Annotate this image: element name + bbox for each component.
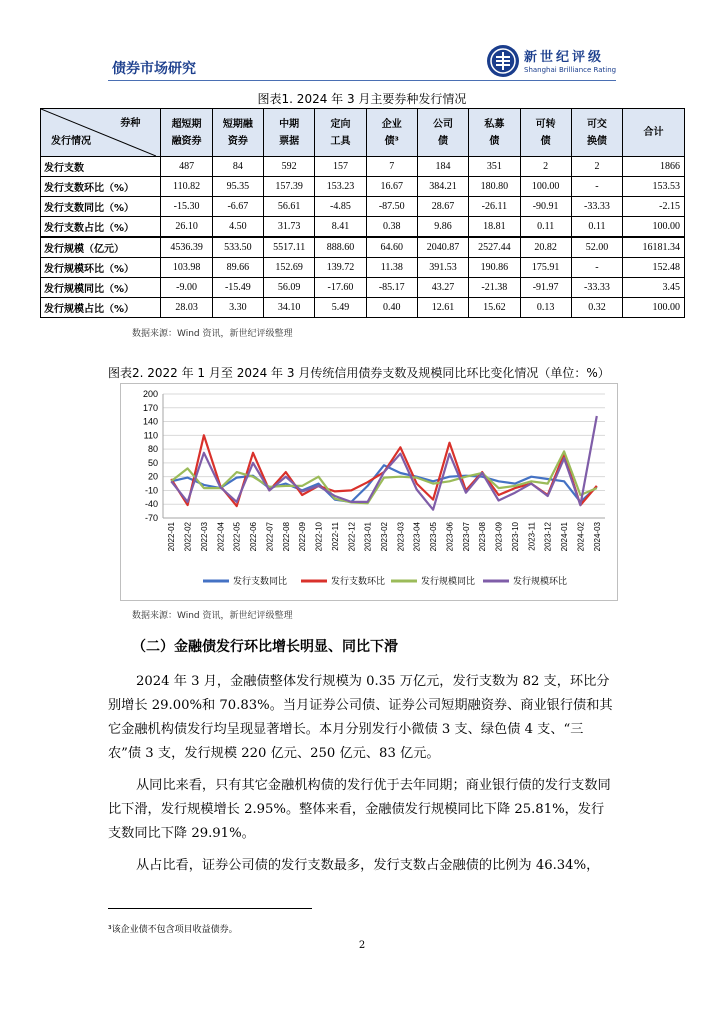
table-row	[41, 298, 685, 318]
paragraph-2-text: 从同比来看，只有其它金融机构债的发行优于去年同期；商业银行债的发行支数同比下滑，发行规模增长 2.95%。整体来看，金融债发行规模同比下降 25.81%，发行支数同比下降 29.91%。	[108, 778, 611, 841]
table-cell: 43.27	[417, 278, 468, 298]
table-cell: 95.35	[212, 177, 263, 197]
table-cell: -6.67	[212, 197, 263, 217]
column-header-line: 定向	[330, 118, 351, 130]
x-tick-label: 2023-06	[445, 522, 455, 552]
x-tick-label: 2022-01	[167, 522, 177, 552]
column-header-6	[469, 109, 520, 157]
table-corner-cell	[41, 109, 161, 157]
table-cell: -91.97	[520, 278, 571, 298]
column-header-7	[520, 109, 571, 157]
table-cell: -85.17	[366, 278, 417, 298]
y-tick-label: 170	[142, 402, 158, 413]
x-tick-label: 2022-10	[314, 522, 324, 552]
logo-english-name: Shanghai Brilliance Rating	[524, 66, 617, 74]
table-cell: -15.30	[161, 197, 212, 217]
column-header-line: 债³	[384, 135, 399, 147]
column-header-line: 票据	[279, 135, 300, 147]
column-header-line: 融资券	[171, 135, 202, 147]
legend-label: 发行规模同比	[421, 577, 476, 587]
column-header-line: 换债	[586, 135, 607, 147]
table-cell: -87.50	[366, 197, 417, 217]
x-tick-label: 2022-04	[216, 522, 226, 552]
row-label: 发行规模（亿元）	[41, 237, 161, 258]
chart-frame	[120, 383, 618, 601]
y-tick-label: 200	[142, 389, 158, 399]
row-label: 发行规模同比（%）	[41, 278, 161, 298]
table-cell: -33.33	[571, 197, 622, 217]
paragraph-1-text: 2024 年 3 月，金融债整体发行规模为 0.35 万亿元，发行支数为 82 支，环比分别增长 29.00%和 70.83%。当月证券公司债、证券公司短期融资券、商业银行债和其它金融机构债发行均呈现显著增长。本月分别发行小微债 3 支、绿色债 4 支、“三农”债 3 支，发行规模 220 亿元、250 亿元、83 亿元。	[108, 674, 613, 761]
table-cell: -	[571, 258, 622, 278]
line-chart	[121, 384, 617, 600]
table-cell: 2527.44	[469, 237, 520, 258]
paragraph-1	[108, 670, 616, 766]
logo-chinese-name: 新世纪评级	[524, 50, 605, 65]
table-cell: 175.91	[520, 258, 571, 278]
y-tick-label: -10	[144, 485, 158, 496]
x-tick-label: 2023-10	[510, 522, 520, 552]
x-tick-label: 2023-11	[527, 522, 537, 551]
table-cell: 2040.87	[417, 237, 468, 258]
table-source-note: 数据来源：Wind 资讯，新世纪评级整理	[132, 329, 293, 339]
table-cell: 5.49	[315, 298, 366, 318]
paragraph-3-text: 从占比看，证券公司债的发行支数最多，发行支数占金融债的比例为 46.34%，	[136, 858, 600, 873]
table-cell: 190.86	[469, 258, 520, 278]
table-cell: 31.73	[264, 217, 315, 238]
column-header-0	[161, 109, 212, 157]
table-cell: 18.81	[469, 217, 520, 238]
column-header-line: 债	[438, 135, 449, 147]
table-cell: 888.60	[315, 237, 366, 258]
table-cell: 157.39	[264, 177, 315, 197]
y-tick-label: 50	[147, 457, 158, 468]
table-cell: 184	[417, 157, 468, 177]
table-cell: 487	[161, 157, 212, 177]
brilliance-logo-icon	[486, 44, 520, 78]
table-cell: 533.50	[212, 237, 263, 258]
corner-label-bond-type: 券种	[120, 118, 141, 129]
x-tick-label: 2022-12	[347, 522, 357, 552]
page-number: 2	[358, 940, 366, 951]
row-label: 发行支数同比（%）	[41, 197, 161, 217]
table-cell: 100.00	[623, 298, 685, 318]
x-tick-label: 2024-02	[576, 522, 586, 552]
x-tick-label: 2022-08	[281, 522, 291, 552]
column-header-line: 债	[489, 135, 500, 147]
table-cell: 0.11	[520, 217, 571, 238]
table-cell: 89.66	[212, 258, 263, 278]
table-header-row	[41, 109, 685, 157]
table-cell: 153.23	[315, 177, 366, 197]
column-header-line: 私募	[484, 118, 505, 130]
table-cell: -21.38	[469, 278, 520, 298]
column-header-4	[366, 109, 417, 157]
table-cell: -	[571, 177, 622, 197]
x-tick-label: 2023-02	[380, 522, 389, 552]
y-tick-label: 110	[143, 430, 158, 441]
column-header-line: 资券	[227, 135, 248, 147]
column-header-line: 公司	[433, 118, 454, 130]
y-tick-label: 140	[142, 416, 158, 427]
y-tick-label: 20	[147, 471, 158, 482]
x-tick-label: 2023-07	[461, 522, 471, 552]
table-cell: 12.61	[417, 298, 468, 318]
x-tick-label: 2024-01	[560, 522, 570, 552]
table-cell: 0.40	[366, 298, 417, 318]
table-cell: -17.60	[315, 278, 366, 298]
table-cell: 351	[469, 157, 520, 177]
corner-label-issuance: 发行情况	[51, 136, 91, 147]
legend-label: 发行支数环比	[331, 577, 386, 587]
x-tick-label: 2022-06	[249, 522, 259, 552]
table-cell: 28.67	[417, 197, 468, 217]
table-row	[41, 258, 685, 278]
table-cell: 20.82	[520, 237, 571, 258]
legend-label: 发行支数同比	[233, 577, 288, 587]
table-cell: 180.80	[469, 177, 520, 197]
x-tick-label: 2023-12	[543, 522, 553, 552]
table-row	[41, 278, 685, 298]
column-header-5	[417, 109, 468, 157]
column-header-line: 合计	[643, 127, 664, 138]
x-tick-label: 2023-03	[396, 522, 406, 552]
document-title: 债券市场研究	[112, 61, 196, 77]
footnote-divider	[108, 908, 312, 909]
table-cell: 110.82	[161, 177, 212, 197]
row-label: 发行支数	[41, 157, 161, 177]
table-cell: 11.38	[366, 258, 417, 278]
x-tick-label: 2024-03	[592, 522, 602, 552]
column-header-line: 超短期	[171, 118, 202, 130]
column-header-1	[212, 109, 263, 157]
column-header-8	[571, 109, 622, 157]
table-row	[41, 197, 685, 217]
table-cell: 16.67	[366, 177, 417, 197]
paragraph-3	[108, 854, 616, 878]
chart-caption: 图表2. 2022 年 1 月至 2024 年 3 月传统信用债券支数及规模同比环比变化情况（单位：%）	[108, 366, 610, 380]
header-divider	[108, 80, 616, 81]
paragraph-2	[108, 774, 616, 846]
table-cell: 152.69	[264, 258, 315, 278]
table-cell: 9.86	[417, 217, 468, 238]
table-body	[41, 157, 685, 318]
table-cell: 592	[264, 157, 315, 177]
table-cell: 3.30	[212, 298, 263, 318]
column-header-2	[264, 109, 315, 157]
y-tick-label: -40	[144, 499, 158, 510]
column-header-line: 可交	[586, 118, 607, 130]
table-cell: 84	[212, 157, 263, 177]
table-cell: 56.09	[264, 278, 315, 298]
table-cell: -90.91	[520, 197, 571, 217]
table-cell: -26.11	[469, 197, 520, 217]
y-tick-label: -70	[144, 513, 158, 523]
table-cell: 0.11	[571, 217, 622, 238]
x-tick-label: 2022-02	[183, 522, 193, 552]
chart-source-note: 数据来源：Wind 资讯，新世纪评级整理	[132, 611, 293, 621]
table-cell: 5517.11	[264, 237, 315, 258]
table-cell: 16181.34	[623, 237, 685, 258]
column-header-3	[315, 109, 366, 157]
table-cell: 3.45	[623, 278, 685, 298]
bond-issuance-table	[40, 108, 685, 318]
x-tick-label: 2022-03	[199, 522, 209, 552]
table-row	[41, 217, 685, 238]
table-cell: -33.33	[571, 278, 622, 298]
table-cell: 15.62	[469, 298, 520, 318]
y-tick-label: 80	[147, 444, 158, 455]
x-tick-label: 2023-08	[478, 522, 488, 552]
table-row	[41, 157, 685, 177]
column-header-line: 债	[540, 135, 551, 147]
table-cell: 153.53	[623, 177, 685, 197]
x-tick-label: 2023-04	[412, 522, 422, 552]
table-cell: -2.15	[623, 197, 685, 217]
x-tick-label: 2022-07	[265, 522, 275, 552]
column-header-line: 中期	[279, 118, 300, 130]
table-cell: 139.72	[315, 258, 366, 278]
table-cell: 64.60	[366, 237, 417, 258]
table-row	[41, 237, 685, 258]
table-cell: 1866	[623, 157, 685, 177]
table-cell: 391.53	[417, 258, 468, 278]
section-heading: （二）金融债发行环比增长明显、同比下滑	[132, 639, 398, 655]
table-cell: -15.49	[212, 278, 263, 298]
table-row	[41, 177, 685, 197]
table-cell: 103.98	[161, 258, 212, 278]
table-cell: 26.10	[161, 217, 212, 238]
table-cell: 0.32	[571, 298, 622, 318]
table-cell: 157	[315, 157, 366, 177]
table-cell: 0.38	[366, 217, 417, 238]
table-cell: 384.21	[417, 177, 468, 197]
table-cell: 8.41	[315, 217, 366, 238]
x-tick-label: 2022-05	[232, 522, 242, 552]
x-tick-label: 2022-11	[330, 522, 340, 551]
table-cell: 2	[520, 157, 571, 177]
x-tick-label: 2022-09	[298, 522, 308, 552]
column-header-line: 可转	[535, 118, 556, 130]
table-cell: 7	[366, 157, 417, 177]
table-cell: 28.03	[161, 298, 212, 318]
x-tick-label: 2023-09	[494, 522, 504, 552]
row-label: 发行规模占比（%）	[41, 298, 161, 318]
table-cell: 152.48	[623, 258, 685, 278]
x-tick-label: 2023-01	[363, 522, 373, 552]
table-cell: 0.13	[520, 298, 571, 318]
column-header-9	[623, 109, 685, 157]
table-cell: 100.00	[520, 177, 571, 197]
table-cell: 2	[571, 157, 622, 177]
table-cell: 4.50	[212, 217, 263, 238]
table-cell: 52.00	[571, 237, 622, 258]
table-cell: -9.00	[161, 278, 212, 298]
legend-label: 发行规模环比	[513, 577, 568, 587]
column-header-line: 短期融	[222, 118, 253, 130]
row-label: 发行规模环比（%）	[41, 258, 161, 278]
table-cell: 100.00	[623, 217, 685, 238]
table-cell: 34.10	[264, 298, 315, 318]
x-tick-label: 2023-05	[429, 522, 439, 552]
row-label: 发行支数环比（%）	[41, 177, 161, 197]
table-cell: 4536.39	[161, 237, 212, 258]
column-header-line: 工具	[330, 135, 351, 147]
footnote: ³该企业债不包含项目收益债券。	[108, 925, 238, 935]
table-cell: -4.85	[315, 197, 366, 217]
table-cell: 56.61	[264, 197, 315, 217]
row-label: 发行支数占比（%）	[41, 217, 161, 238]
column-header-line: 企业	[381, 118, 402, 130]
table-caption: 图表1. 2024 年 3 月主要券种发行情况	[257, 92, 467, 106]
